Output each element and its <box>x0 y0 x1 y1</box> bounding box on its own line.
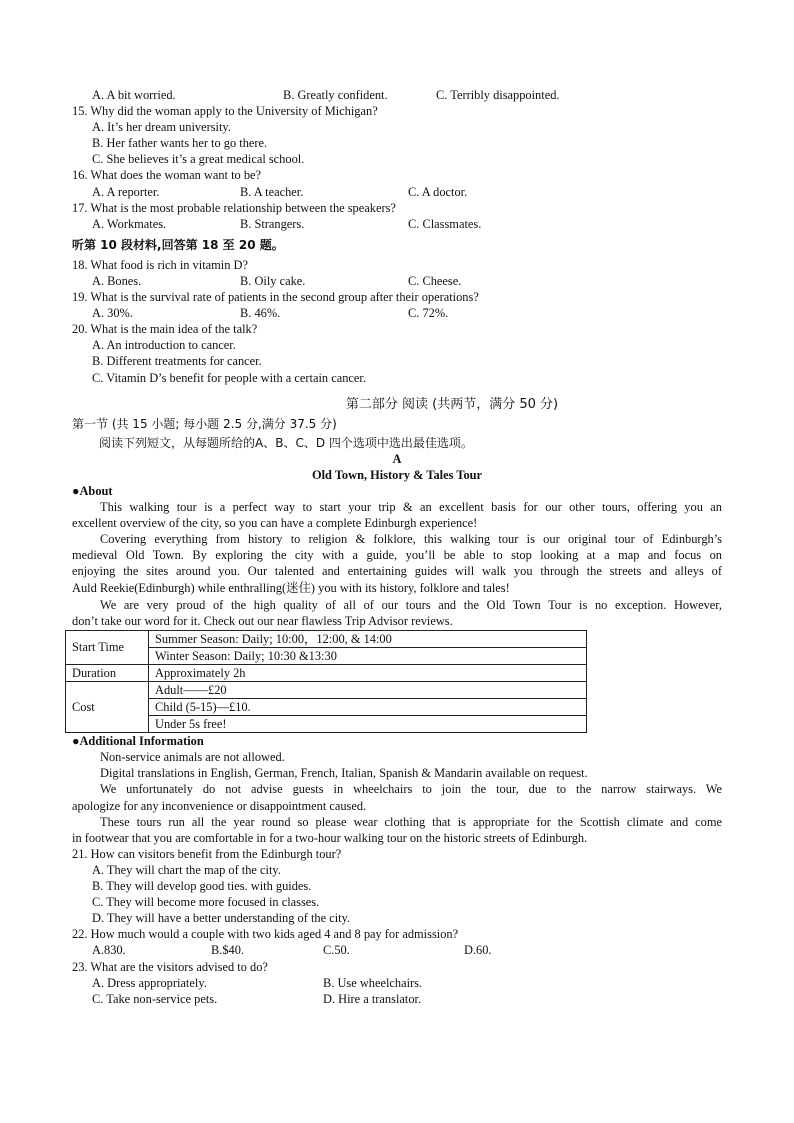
q15-stem: 15. Why did the woman apply to the University of Michigan? <box>72 104 378 118</box>
q21-option-d: D. They will have a better understanding of the city. <box>92 911 351 925</box>
q18-option-c: C. Cheese. <box>408 274 462 288</box>
q15-option-b: B. Her father wants her to go there. <box>92 136 268 150</box>
additional-line: These tours run all the year round so please wear clothing that is appropriate for the Scottish climate and come <box>100 815 722 829</box>
q21-option-a: A. They will chart the map of the city. <box>92 863 281 877</box>
about-line: don’t take our word for it. Check out our near flawless Trip Advisor reviews. <box>72 614 453 628</box>
about-heading: ●About <box>72 484 113 498</box>
q23-option-d: D. Hire a translator. <box>323 992 422 1006</box>
q21-stem: 21. How can visitors benefit from the Edinburgh tour? <box>72 847 342 861</box>
q23-option-a: A. Dress appropriately. <box>92 976 207 990</box>
q16-stem: 16. What does the woman want to be? <box>72 168 262 182</box>
q14-option-a: A. A bit worried. <box>92 88 176 102</box>
q16-option-c: C. A doctor. <box>408 185 468 199</box>
section-1-heading: 第一节 (共 15 小题; 每小题 2.5 分,满分 37.5 分) <box>72 417 337 431</box>
q23-option-b: B. Use wheelchairs. <box>323 976 423 990</box>
additional-line: Digital translations in English, German, French, Italian, Spanish & Mandarin available on request. <box>100 766 588 780</box>
about-line: Auld Reekie(Edinburgh) while enthralling(迷住) you with its history, folklore and tales! <box>72 581 510 595</box>
q17-option-c: C. Classmates. <box>408 217 482 231</box>
q19-option-c: C. 72%. <box>408 306 449 320</box>
child-price: Child (5-15)—£10. <box>149 699 587 716</box>
about-line: This walking tour is a perfect way to start your trip & an excellent basis for our other tours, offering you an <box>100 500 722 514</box>
table-row <box>66 631 587 648</box>
under5-price: Under 5s free! <box>149 716 587 733</box>
additional-line: We unfortunately do not advise guests in wheelchairs to join the tour, due to the narrow stairways. We <box>100 782 722 796</box>
additional-line: Non-service animals are not allowed. <box>100 750 285 764</box>
duration-label: Duration <box>66 665 149 682</box>
q21-option-c: C. They will become more focused in classes. <box>92 895 320 909</box>
q16-option-b: B. A teacher. <box>240 185 304 199</box>
adult-price: Adult——£20 <box>149 682 587 699</box>
q20-option-a: A. An introduction to cancer. <box>92 338 236 352</box>
about-line: We are very proud of the high quality of all of our tours and the Old Town Tour is no exception. However, <box>100 598 722 612</box>
q18-option-a: A. Bones. <box>92 274 142 288</box>
additional-line: in footwear that you are comfortable in for a two-hour walking tour on the historic streets of Edinburgh. <box>72 831 588 845</box>
table-row <box>66 682 587 699</box>
q18-stem: 18. What food is rich in vitamin D? <box>72 258 248 272</box>
additional-heading: ●Additional Information <box>72 734 204 748</box>
summer-schedule: Summer Season: Daily; 10:00，12:00, & 14:00 <box>149 631 587 648</box>
q14-option-c: C. Terribly disappointed. <box>436 88 560 102</box>
q22-option-c: C.50. <box>323 943 350 957</box>
about-line: enjoying the sites around you. Our talented and entertaining guides will walk you through the streets and alleys of <box>72 564 722 578</box>
table-row <box>66 665 587 682</box>
q22-stem: 22. How much would a couple with two kids aged 4 and 8 pay for admission? <box>72 927 459 941</box>
part-2-title: 第二部分 阅读 (共两节，满分 50 分) <box>345 397 559 412</box>
q17-option-a: A. Workmates. <box>92 217 167 231</box>
q23-stem: 23. What are the visitors advised to do? <box>72 960 268 974</box>
q14-option-b: B. Greatly confident. <box>283 88 388 102</box>
q22-option-b: B.$40. <box>211 943 245 957</box>
q21-option-b: B. They will develop good ties. with guides. <box>92 879 312 893</box>
reading-instruction: 阅读下列短文，从每题所给的A、B、C、D 四个选项中选出最佳选项。 <box>99 436 473 450</box>
q22-option-a: A.830. <box>92 943 126 957</box>
q19-option-b: B. 46%. <box>240 306 281 320</box>
duration-value: Approximately 2h <box>149 665 587 682</box>
q18-option-b: B. Oily cake. <box>240 274 306 288</box>
q16-option-a: A. A reporter. <box>92 185 160 199</box>
cost-label: Cost <box>66 682 149 733</box>
q19-option-a: A. 30%. <box>92 306 133 320</box>
additional-line: apologize for any inconvenience or disappointment caused. <box>72 799 367 813</box>
q20-option-b: B. Different treatments for cancer. <box>92 354 262 368</box>
passage-title: Old Town, History & Tales Tour <box>311 468 483 482</box>
about-line: excellent overview of the city, so you can have a complete Edinburgh experience! <box>72 516 478 530</box>
q15-option-c: C. She believes it’s a great medical school. <box>92 152 305 166</box>
about-line: Covering everything from history to religion & folklore, this walking tour is our original tour of Edinburgh’s <box>100 532 722 546</box>
about-line: medieval Old Town. By exploring the city with a guide, you’ll be able to stop looking at a map and focus on <box>72 548 722 562</box>
q15-option-a: A. It’s her dream university. <box>92 120 231 134</box>
q20-option-c: C. Vitamin D’s benefit for people with a certain cancer. <box>92 371 366 385</box>
q23-option-c: C. Take non-service pets. <box>92 992 218 1006</box>
start-time-label: Start Time <box>66 631 149 665</box>
q17-stem: 17. What is the most probable relationship between the speakers? <box>72 201 396 215</box>
q22-option-d: D.60. <box>464 943 492 957</box>
winter-schedule: Winter Season: Daily; 10:30 &13:30 <box>149 648 587 665</box>
section-10-heading: 听第 10 段材料,回答第 18 至 20 题。 <box>72 238 284 252</box>
tour-info-table <box>65 630 587 733</box>
q17-option-b: B. Strangers. <box>240 217 305 231</box>
q19-stem: 19. What is the survival rate of patients in the second group after their operations? <box>72 290 479 304</box>
passage-letter: A <box>392 452 402 466</box>
q20-stem: 20. What is the main idea of the talk? <box>72 322 258 336</box>
